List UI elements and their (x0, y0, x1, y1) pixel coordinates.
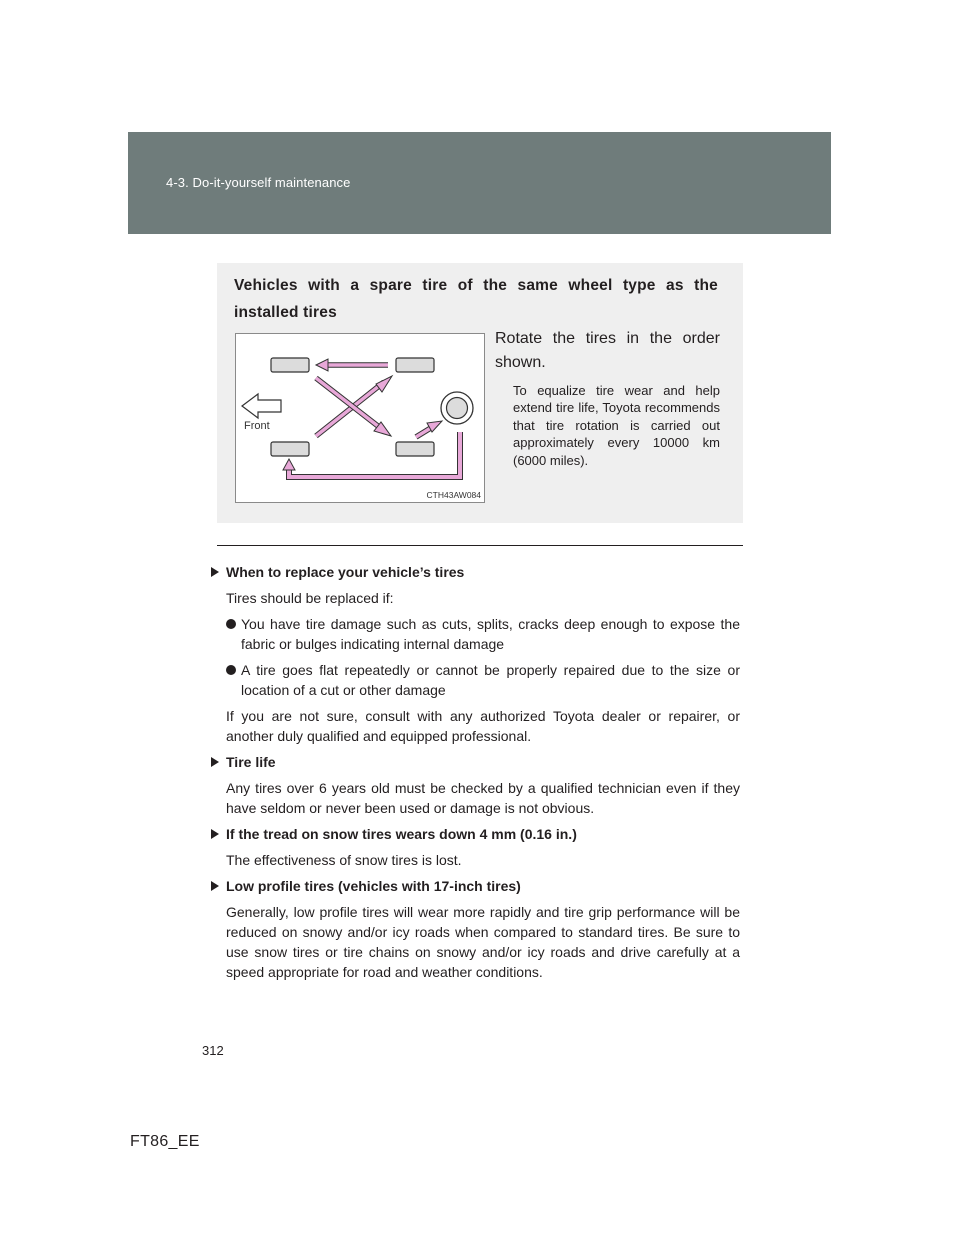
tire-rear-left (396, 358, 434, 372)
rotation-diagram (236, 334, 484, 502)
box-heading: Vehicles with a spare tire of the same wheel type as the installed tires (234, 277, 718, 321)
main-content (210, 562, 740, 988)
box-note: To equalize tire wear and help extend tire life, Toyota recommends that tire rotation is carried out approximately every 10000 km (6000 miles). (513, 383, 720, 468)
bullet-dot-icon (226, 665, 236, 675)
section-heading (210, 824, 740, 844)
section-heading-text: Low profile tires (vehicles with 17-inch tires) (226, 878, 521, 894)
section-heading-text: Tire life (226, 754, 276, 770)
list-item (210, 614, 740, 654)
paragraph: Any tires over 6 years old must be checked by a qualified technician even if they have seldom or never been used or damage is not obvious. (226, 780, 740, 816)
arrow-rr-to-spare (416, 421, 442, 437)
page-number: 312 (202, 1043, 224, 1058)
front-arrow-icon (242, 394, 281, 418)
figure-code: CTH43AW084 (426, 490, 481, 500)
section-heading (210, 876, 740, 896)
section-heading-text: If the tread on snow tires wears down 4 mm (0.16 in.) (226, 826, 577, 842)
tire-front-right (271, 442, 309, 456)
section-heading-text: When to replace your vehicle’s tires (226, 564, 465, 580)
section-heading (210, 562, 740, 582)
triangle-bullet-icon (211, 881, 219, 891)
bullet-dot-icon (226, 619, 236, 629)
tire-rotation-box (217, 263, 743, 523)
tire-rotation-figure (235, 333, 485, 503)
section-title: 4-3. Do-it-yourself maintenance (166, 175, 351, 190)
paragraph: If you are not sure, consult with any authorized Toyota dealer or repairer, or another duly qualified and equipped professional. (226, 708, 740, 744)
list-item-text: You have tire damage such as cuts, splits, cracks deep enough to expose the fabric or bulges indicating internal damage (241, 616, 740, 652)
header-band (128, 132, 831, 234)
arrow-rl-to-fl (316, 359, 388, 371)
front-label: Front (244, 420, 270, 432)
paragraph: Generally, low profile tires will wear more rapidly and tire grip performance will be reduced on snowy and/or icy roads when compared to standard tires. Be sure to use snow tires or tire chains on snowy and/or icy roads and drive carefully at a speed appropriate for road and weather conditions. (226, 904, 740, 980)
triangle-bullet-icon (211, 829, 219, 839)
model-code: FT86_EE (130, 1133, 200, 1150)
section-heading (210, 752, 740, 772)
triangle-bullet-icon (211, 757, 219, 767)
section-divider (217, 545, 743, 546)
triangle-bullet-icon (211, 567, 219, 577)
list-item (210, 660, 740, 700)
tire-rear-right (396, 442, 434, 456)
paragraph: The effectiveness of snow tires is lost. (226, 852, 462, 868)
box-instruction: Rotate the tires in the order shown. (495, 330, 720, 371)
tire-front-left (271, 358, 309, 372)
spare-tire-icon (441, 392, 473, 424)
paragraph: Tires should be replaced if: (226, 590, 394, 606)
list-item-text: A tire goes flat repeatedly or cannot be properly repaired due to the size or location of a cut or other damage (241, 662, 740, 698)
